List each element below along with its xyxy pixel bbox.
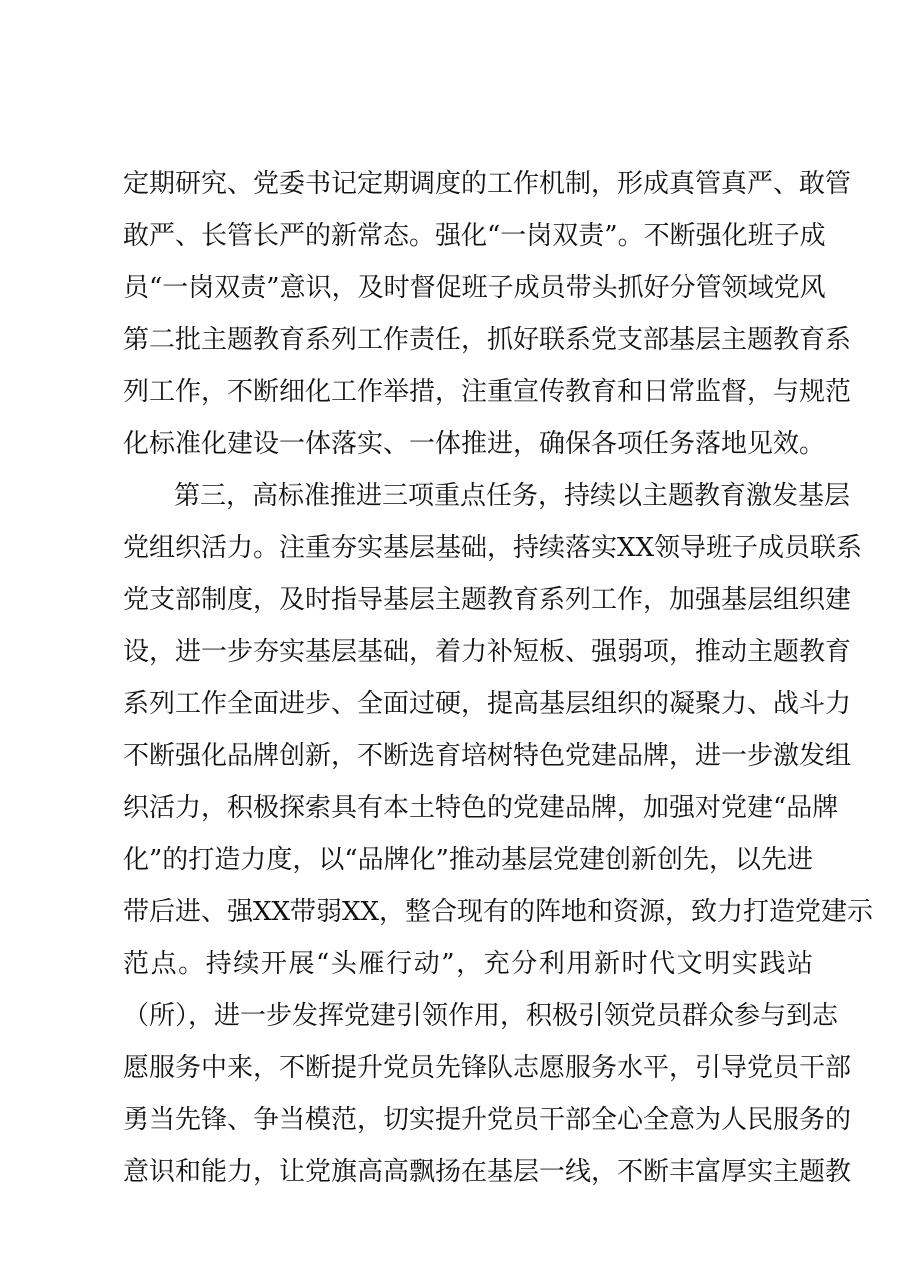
text-line: 敢严、长管长严的新常态。强化“一岗双责”。不断强化班子成 [123, 221, 826, 251]
text-line: 系列工作全面进步、全面过硬，提高基层组织的凝聚力、战斗力 [123, 689, 852, 719]
text-line: 勇当先锋、争当模范，切实提升党员干部全心全意为人民服务的 [123, 1105, 852, 1135]
text-line: 化”的打造力度，以“品牌化”推动基层党建创新创先，以先进 [123, 845, 813, 875]
paragraph-first-line: 第三，高标准推进三项重点任务，持续以主题教育激发基层 [174, 481, 851, 511]
text-line: 不断强化品牌创新，不断选育培树特色党建品牌，进一步激发组 [123, 741, 852, 771]
text-line: 第二批主题教育系列工作责任，抓好联系党支部基层主题教育系 [123, 325, 852, 355]
text-line: 范点。持续开展“头雁行动”，充分利用新时代文明实践站 [123, 949, 813, 979]
text-line: 织活力，积极探索具有本土特色的党建品牌，加强对党建“品牌 [123, 793, 839, 823]
text-line: （所），进一步发挥党建引领作用，积极引领党员群众参与到志 [123, 1001, 839, 1031]
text-line: 设，进一步夯实基层基础，着力补短板、强弱项，推动主题教育 [123, 637, 852, 667]
text-line: 带后进、强XX带弱XX，整合现有的阵地和资源，致力打造党建示 [123, 897, 874, 927]
text-line: 党支部制度，及时指导基层主题教育系列工作，加强基层组织建 [123, 585, 852, 615]
text-line: 党组织活力。注重夯实基层基础，持续落实XX领导班子成员联系 [123, 533, 863, 563]
text-line: 化标准化建设一体落实、一体推进，确保各项任务落地见效。 [123, 429, 826, 459]
text-line: 定期研究、党委书记定期调度的工作机制，形成真管真严、敢管 [123, 169, 852, 199]
text-line: 员“一岗双责”意识，及时督促班子成员带头抓好分管领域党风 [123, 273, 826, 303]
text-line: 愿服务中来，不断提升党员先锋队志愿服务水平，引导党员干部 [123, 1053, 852, 1083]
text-line: 列工作，不断细化工作举措，注重宣传教育和日常监督，与规范 [123, 377, 852, 407]
text-line: 意识和能力，让党旗高高飘扬在基层一线，不断丰富厚实主题教 [123, 1157, 852, 1187]
